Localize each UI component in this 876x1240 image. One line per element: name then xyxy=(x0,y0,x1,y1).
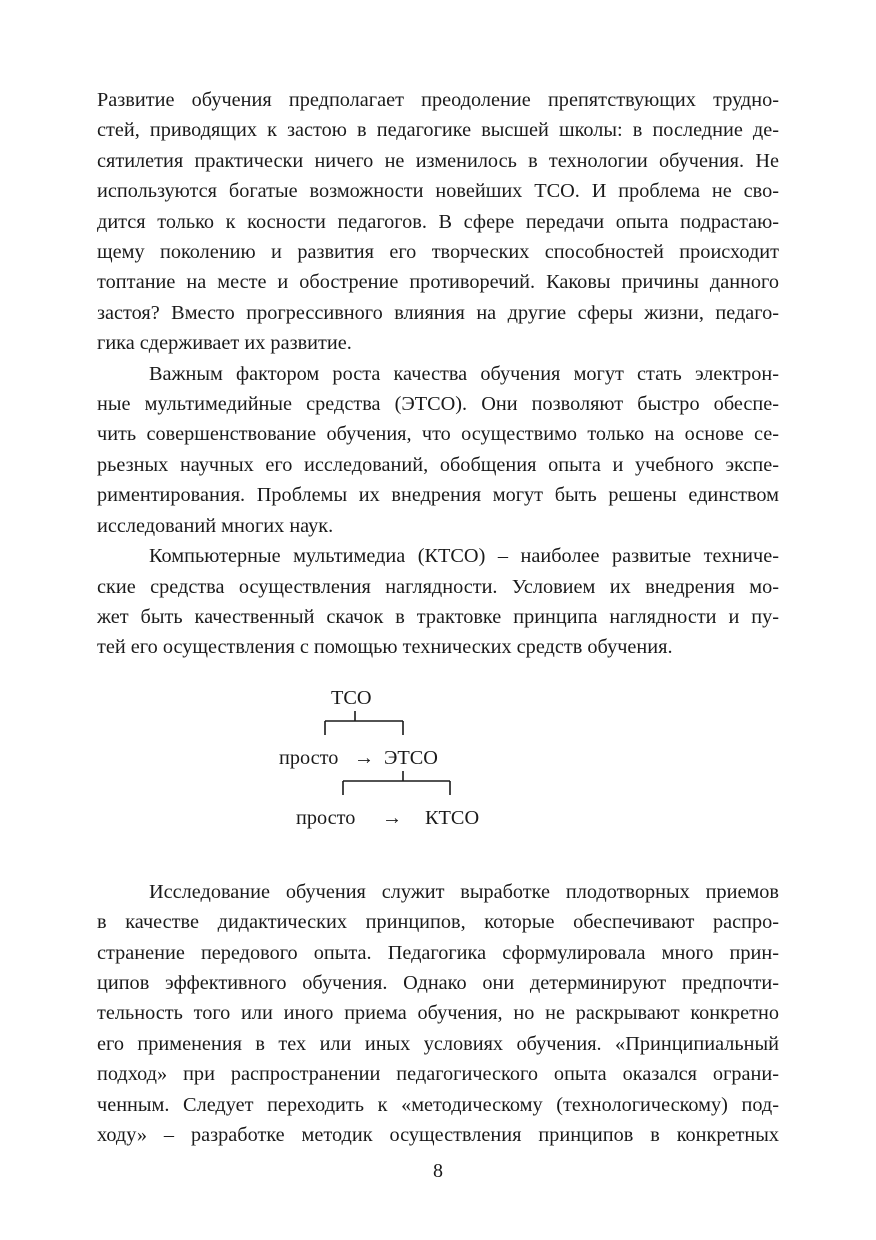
page-body xyxy=(97,85,779,1150)
arrow-right-icon: → xyxy=(382,806,403,829)
paragraph-1 xyxy=(97,85,779,359)
text-line: его применения в тех или иных условиях обучения. «Принципиальный xyxy=(97,1032,779,1055)
text-line: исследований многих наук. xyxy=(97,514,334,537)
paragraph-3 xyxy=(97,541,779,663)
node-ktso: КТСО xyxy=(425,806,480,829)
paragraph-4 xyxy=(97,877,779,1151)
text-line: Исследование обучения служит выработке плодотворных приемов xyxy=(149,880,779,903)
page-number: 8 xyxy=(433,1160,443,1182)
text-line: чить совершенствование обучения, что осуществимо только на основе се- xyxy=(97,423,779,446)
paragraph-2 xyxy=(97,359,779,541)
text-line: жет быть качественный скачок в трактовке принципа наглядности и пу- xyxy=(97,605,779,628)
text-line: риментирования. Проблемы их внедрения могут быть решены единством xyxy=(97,484,779,507)
text-line: Важным фактором роста качества обучения могут стать электрон- xyxy=(149,362,779,385)
arrow-right-icon: → xyxy=(354,746,375,769)
text-line: ные мультимедийные средства (ЭТСО). Они позволяют быстро обеспе- xyxy=(97,393,779,416)
text-line: стей, приводящих к застою в педагогике высшей школы: в последние де- xyxy=(97,119,779,142)
text-line: тельность того или иного приема обучения, но не раскрывают конкретно xyxy=(97,1002,779,1025)
text-line: Развитие обучения предполагает преодоление препятствующих трудно- xyxy=(97,89,779,111)
text-line: тей его осуществления с помощью технических средств обучения. xyxy=(97,636,673,659)
text-line: подход» при распространении педагогического опыта оказался ограни- xyxy=(97,1063,779,1086)
text-line: гика сдерживает их развитие. xyxy=(97,332,352,355)
text-line: ходу» – разработке методик осуществления принципов в конкретных xyxy=(97,1123,779,1146)
text-line: ские средства осуществления наглядности. Условием их внедрения мо- xyxy=(97,575,779,598)
diagram-connectors xyxy=(97,663,779,877)
text-line: рьезных научных его исследований, обобщения опыта и учебного экспе- xyxy=(97,453,779,476)
text-line: Компьютерные мультимедиа (КТСО) – наиболее развитые техниче- xyxy=(149,545,779,568)
text-line: в качестве дидактических принципов, которые обеспечивают распро- xyxy=(97,911,779,934)
node-simple-2: просто xyxy=(296,806,356,829)
text-line: дится только к косности педагогов. В сфере передачи опыта подрастаю- xyxy=(97,210,779,233)
text-line: застоя? Вместо прогрессивного влияния на другие сферы жизни, педаго- xyxy=(97,301,779,324)
text-line: щему поколению и развития его творческих способностей происходит xyxy=(97,241,779,264)
text-line: странение передового опыта. Педагогика сформулировала много прин- xyxy=(97,941,779,964)
text-line: сятилетия практически ничего не изменилось в технологии обучения. Не xyxy=(97,149,779,172)
text-line: используются богатые возможности новейших ТСО. И проблема не сво- xyxy=(97,180,779,203)
node-tso: ТСО xyxy=(331,686,372,709)
text-line: ципов эффективного обучения. Однако они детерминируют предпочти- xyxy=(97,971,779,994)
tso-hierarchy-diagram xyxy=(97,663,779,877)
node-simple-1: просто xyxy=(279,746,339,769)
text-line: ченным. Следует переходить к «методическому (технологическому) под- xyxy=(97,1093,779,1116)
text-line: топтание на месте и обострение противоречий. Каковы причины данного xyxy=(97,271,779,294)
node-etso: ЭТСО xyxy=(384,746,438,769)
